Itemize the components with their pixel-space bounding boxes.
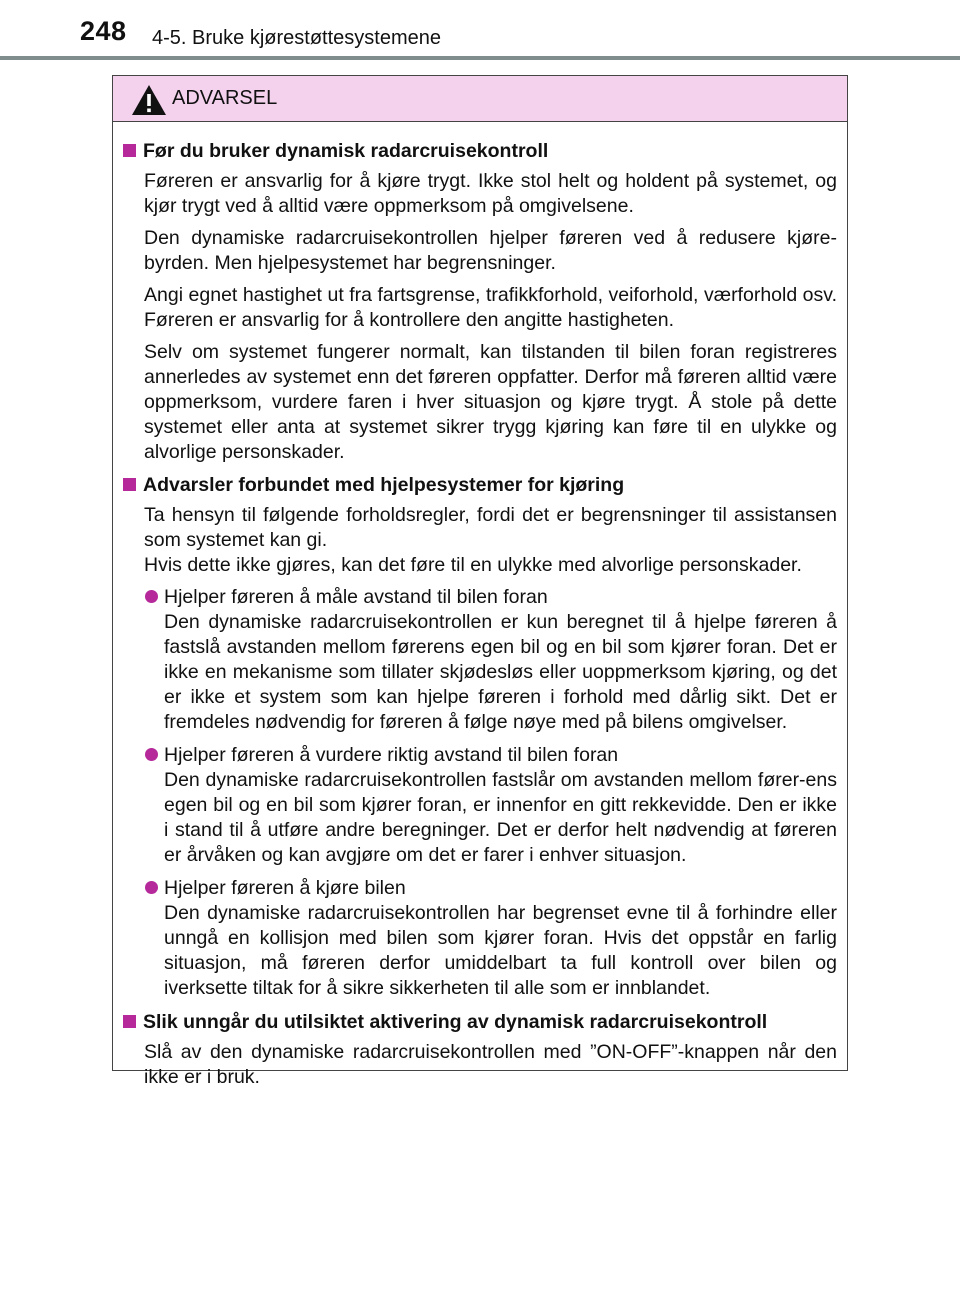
list-item-title: Hjelper føreren å måle avstand til bilen foran (164, 586, 548, 608)
paragraph: Ta hensyn til følgende forholdsregler, fordi det er begrensninger til assistansen som systemet kan gi. (144, 504, 837, 551)
section-heading: Før du bruker dynamisk radarcruisekontroll (121, 138, 837, 164)
warning-body (113, 122, 847, 1090)
round-bullet-icon (145, 590, 158, 603)
list-item-text: Den dynamiske radarcruisekontrollen har begrenset evne til å forhindre eller unngå en kollisjon med bilen som kjører foran. Hvis det oppstår en farlig situasjon, må føreren derfor umiddelbart ta full kontroll over bilen og iverksette tiltak for å sikre sikkerheten til alle som er innblandet. (164, 902, 837, 999)
paragraph: Hvis dette ikke gjøres, kan det føre til en ulykke med alvorlige personskader. (144, 554, 802, 576)
square-bullet-icon (123, 1015, 136, 1028)
list-item (121, 876, 837, 1001)
round-bullet-icon (145, 881, 158, 894)
list-item-text: Den dynamiske radarcruisekontrollen er kun beregnet til å hjelpe føreren å fastslå avstanden mellom førerens egen bil og en bil som kjører foran. Det er ikke en mekanisme som tillater skjødesløs eller uoppmerksom kjøring, og det er ikke et system som kan hjelpe føreren i forhold med dårlig sikt. Det er fremdeles nødvendig for føreren å følge nøye med på bilens omgivelser. (164, 611, 837, 733)
section-heading: Advarsler forbundet med hjelpesystemer for kjøring (121, 472, 837, 498)
paragraph: Føreren er ansvarlig for å kjøre trygt. Ikke stol helt og holdent på systemet, og kjør trygt ved å alltid være oppmerksom på omgivelsene. (144, 170, 837, 217)
page-header (0, 0, 960, 49)
list-item-text: Den dynamiske radarcruisekontrollen fastslår om avstanden mellom fører-ens egen bil og en bil som kjører foran, er innenfor en gitt rekkevidde. Den er ikke i stand til å utføre andre beregninger. Det er derfor helt nødvendig at føreren er årvåken og kan avgjøre om det er farer i enhver situasjon. (164, 769, 837, 866)
warning-title: ADVARSEL (172, 87, 278, 109)
paragraph: Den dynamiske radarcruisekontrollen hjelper føreren ved å redusere kjøre-byrden. Men hjelpesystemet har begrensninger. (144, 227, 837, 274)
page-number: 248 (80, 16, 127, 46)
round-bullet-icon (145, 748, 158, 761)
paragraph: Slå av den dynamiske radarcruisekontrollen med ”ON-OFF”-knappen når den ikke er i bruk. (144, 1041, 837, 1088)
warning-box (112, 75, 848, 1088)
square-bullet-icon (123, 478, 136, 491)
section-heading: Slik unngår du utilsiktet aktivering av dynamisk radarcruisekontroll (121, 1009, 837, 1035)
header-divider (0, 56, 960, 60)
section-title: 4-5. Bruke kjørestøttesystemene (152, 27, 441, 49)
list-item (121, 743, 837, 868)
paragraph: Selv om systemet fungerer normalt, kan tilstanden til bilen foran registreres annerledes av systemet enn det føreren oppfatter. Derfor må føreren alltid være oppmerksom, vurdere faren i hver situasjon og kjøre trygt. Å stole på dette systemet eller anta at systemet sikrer trygg kjøring kan føre til en ulykke og alvorlige personskader. (144, 341, 837, 463)
warning-header (113, 76, 847, 122)
list-item-title: Hjelper føreren å kjøre bilen (164, 877, 406, 899)
square-bullet-icon (123, 144, 136, 157)
warning-triangle-icon (131, 84, 167, 116)
list-item (121, 585, 837, 735)
paragraph: Angi egnet hastighet ut fra fartsgrense, trafikkforhold, veiforhold, værforhold osv. Føreren er ansvarlig for å kontrollere den angitte hastigheten. (144, 284, 837, 331)
list-item-title: Hjelper føreren å vurdere riktig avstand til bilen foran (164, 744, 619, 766)
